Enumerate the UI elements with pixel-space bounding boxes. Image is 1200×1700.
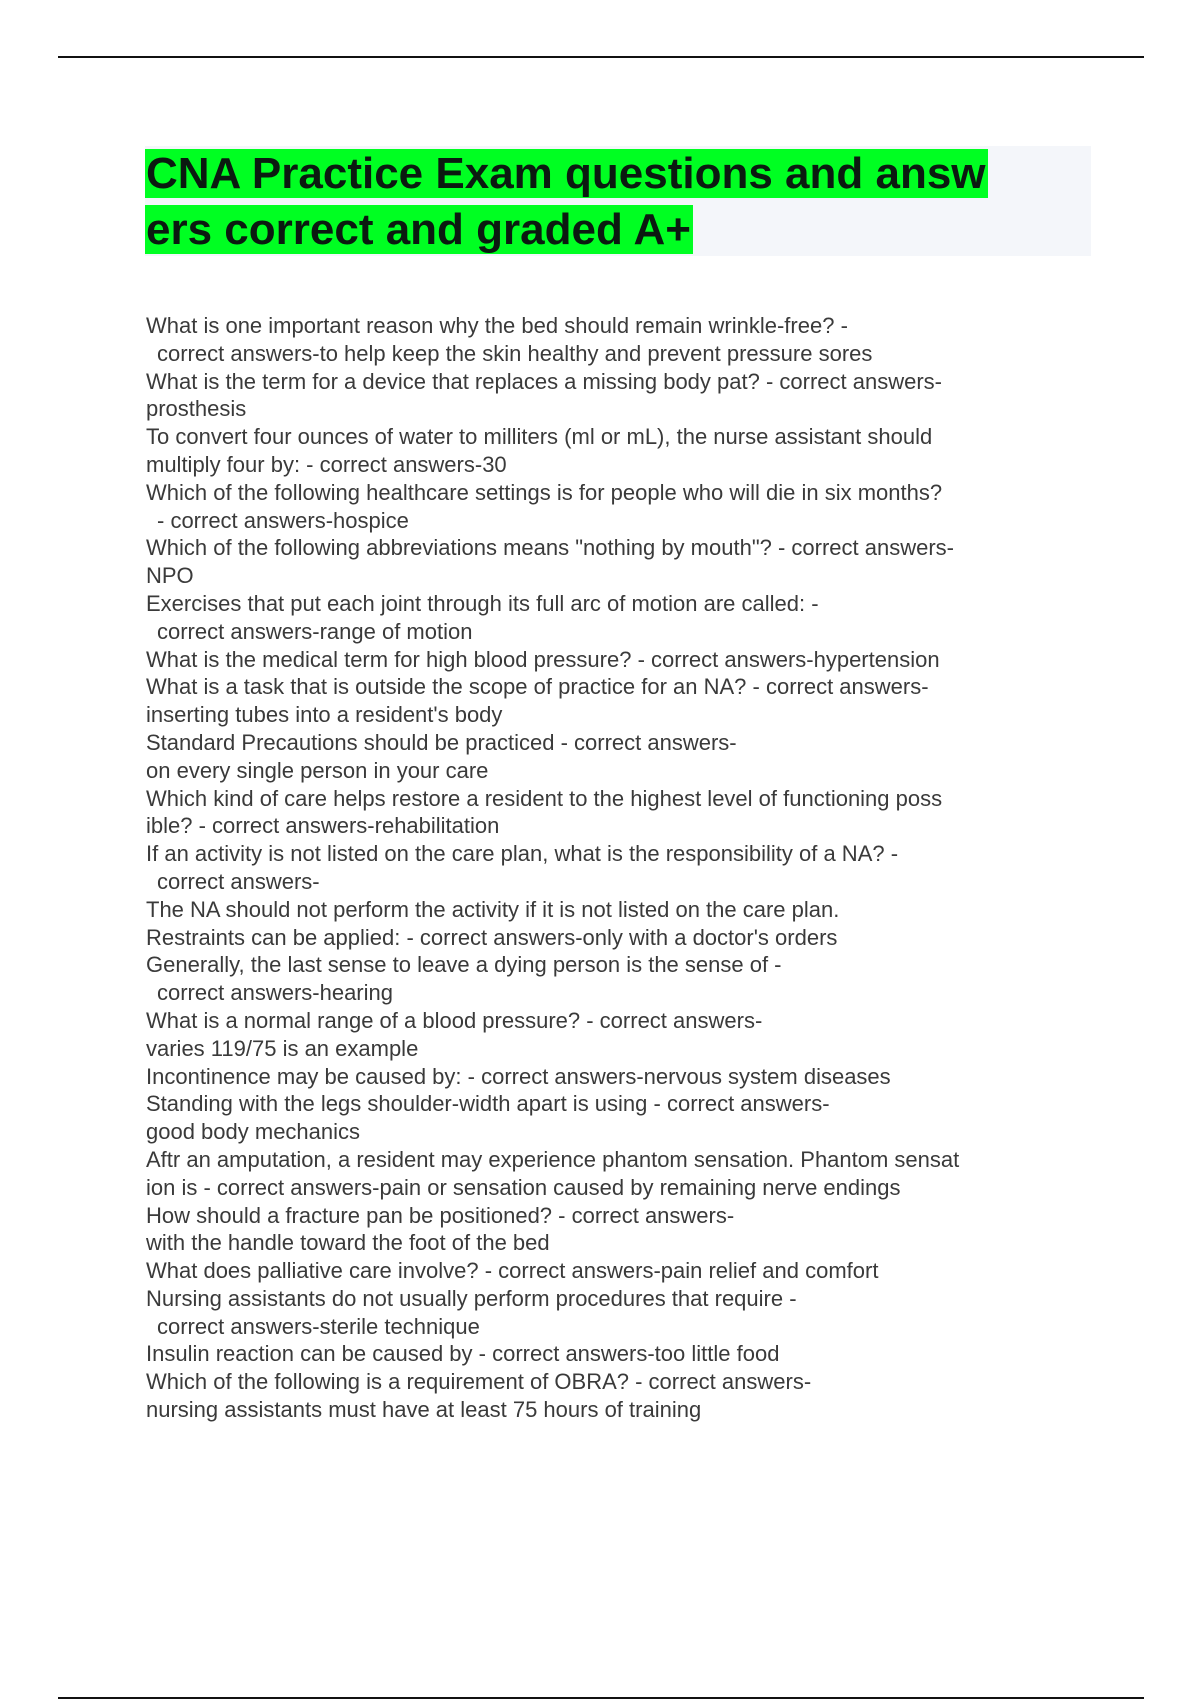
qa-answer: ion is - correct answers-pain or sensation caused by remaining nerve endings — [146, 1174, 901, 1200]
qa-question: Aftr an amputation, a resident may experience phantom sensation. Phantom sensat — [146, 1146, 960, 1172]
qa-answer: nursing assistants must have at least 75 hours of training — [146, 1397, 702, 1423]
qa-answer: inserting tubes into a resident's body — [146, 702, 503, 728]
qa-question: What is the term for a device that replaces a missing body pat? - correct answers- — [146, 368, 942, 394]
top-rule — [58, 56, 1144, 58]
qa-item — [146, 590, 1086, 646]
qa-question: What does palliative care involve? - correct answers-pain relief and comfort — [146, 1258, 879, 1284]
qa-question: Incontinence may be caused by: - correct answers-nervous system diseases — [146, 1063, 891, 1089]
qa-question: Generally, the last sense to leave a dying person is the sense of - — [146, 952, 782, 978]
qa-item — [146, 1202, 1086, 1258]
qa-item — [146, 896, 1086, 924]
bottom-rule — [58, 1697, 1144, 1699]
qa-answer: multiply four by: - correct answers-30 — [146, 451, 507, 477]
qa-item — [146, 479, 1086, 535]
qa-answer: with the handle toward the foot of the bed — [146, 1230, 550, 1256]
qa-answer: varies 119/75 is an example — [146, 1035, 419, 1061]
qa-question: The NA should not perform the activity if it is not listed on the care plan. — [146, 896, 840, 922]
qa-item — [146, 1007, 1086, 1063]
qa-question: Restraints can be applied: - correct answers-only with a doctor's orders — [146, 924, 838, 950]
qa-question: Which kind of care helps restore a resident to the highest level of functioning poss — [146, 785, 943, 811]
qa-answer: correct answers-hearing — [157, 980, 393, 1006]
qa-item — [146, 1063, 1086, 1091]
qa-question: To convert four ounces of water to milliters (ml or mL), the nurse assistant should — [146, 424, 933, 450]
qa-question: Insulin reaction can be caused by - correct answers-too little food — [146, 1341, 780, 1367]
qa-item — [146, 1146, 1086, 1202]
qa-question: Nursing assistants do not usually perform procedures that require - — [146, 1285, 797, 1311]
qa-item — [146, 1257, 1086, 1285]
qa-item — [146, 951, 1086, 1007]
qa-question: Which of the following is a requirement of OBRA? - correct answers- — [146, 1369, 812, 1395]
title-line-2: ers correct and graded A+ — [146, 205, 691, 254]
qa-answer: - correct answers-hospice — [157, 507, 409, 533]
qa-question: What is a normal range of a blood pressure? - correct answers- — [146, 1007, 763, 1033]
qa-question: Standing with the legs shoulder-width apart is using - correct answers- — [146, 1091, 830, 1117]
qa-item — [146, 729, 1086, 785]
qa-item — [146, 368, 1086, 424]
qa-question: What is the medical term for high blood pressure? - correct answers-hypertension — [146, 646, 940, 672]
qa-question: Standard Precautions should be practiced - correct answers- — [146, 729, 737, 755]
qa-answer: correct answers-range of motion — [157, 618, 473, 644]
qa-question: What is one important reason why the bed should remain wrinkle-free? - — [146, 313, 848, 338]
qa-answer: correct answers-to help keep the skin healthy and prevent pressure sores — [157, 340, 873, 366]
qa-answer: prosthesis — [146, 396, 247, 422]
qa-item — [146, 1368, 1086, 1424]
qa-answer: correct answers- — [157, 868, 320, 894]
qa-item — [146, 534, 1086, 590]
qa-item — [146, 785, 1086, 841]
title-block — [145, 146, 1091, 256]
qa-question: Which of the following healthcare settings is for people who will die in six months? — [146, 479, 943, 505]
qa-item — [146, 1285, 1086, 1341]
qa-question: Exercises that put each joint through its full arc of motion are called: - — [146, 590, 819, 616]
qa-item — [146, 1340, 1086, 1368]
qa-answer: on every single person in your care — [146, 757, 489, 783]
qa-item — [146, 646, 1086, 674]
qa-item — [146, 840, 1086, 896]
qa-item — [146, 924, 1086, 952]
qa-item — [146, 423, 1086, 479]
qa-item — [146, 1090, 1086, 1146]
qa-question: Which of the following abbreviations means "nothing by mouth"? - correct answers- — [146, 535, 955, 561]
title-line-1: CNA Practice Exam questions and answ — [146, 149, 986, 198]
qa-answer: ible? - correct answers-rehabilitation — [146, 813, 500, 839]
qa-answer: correct answers-sterile technique — [157, 1313, 480, 1339]
qa-list — [146, 312, 1086, 1424]
qa-question: If an activity is not listed on the care plan, what is the responsibility of a NA? - — [146, 841, 899, 867]
qa-question: What is a task that is outside the scope of practice for an NA? - correct answers- — [146, 674, 929, 700]
qa-answer: NPO — [146, 563, 194, 589]
document-title — [145, 146, 1065, 258]
qa-answer: good body mechanics — [146, 1119, 361, 1145]
qa-item — [146, 312, 1086, 368]
qa-question: How should a fracture pan be positioned? - correct answers- — [146, 1202, 735, 1228]
qa-item — [146, 673, 1086, 729]
